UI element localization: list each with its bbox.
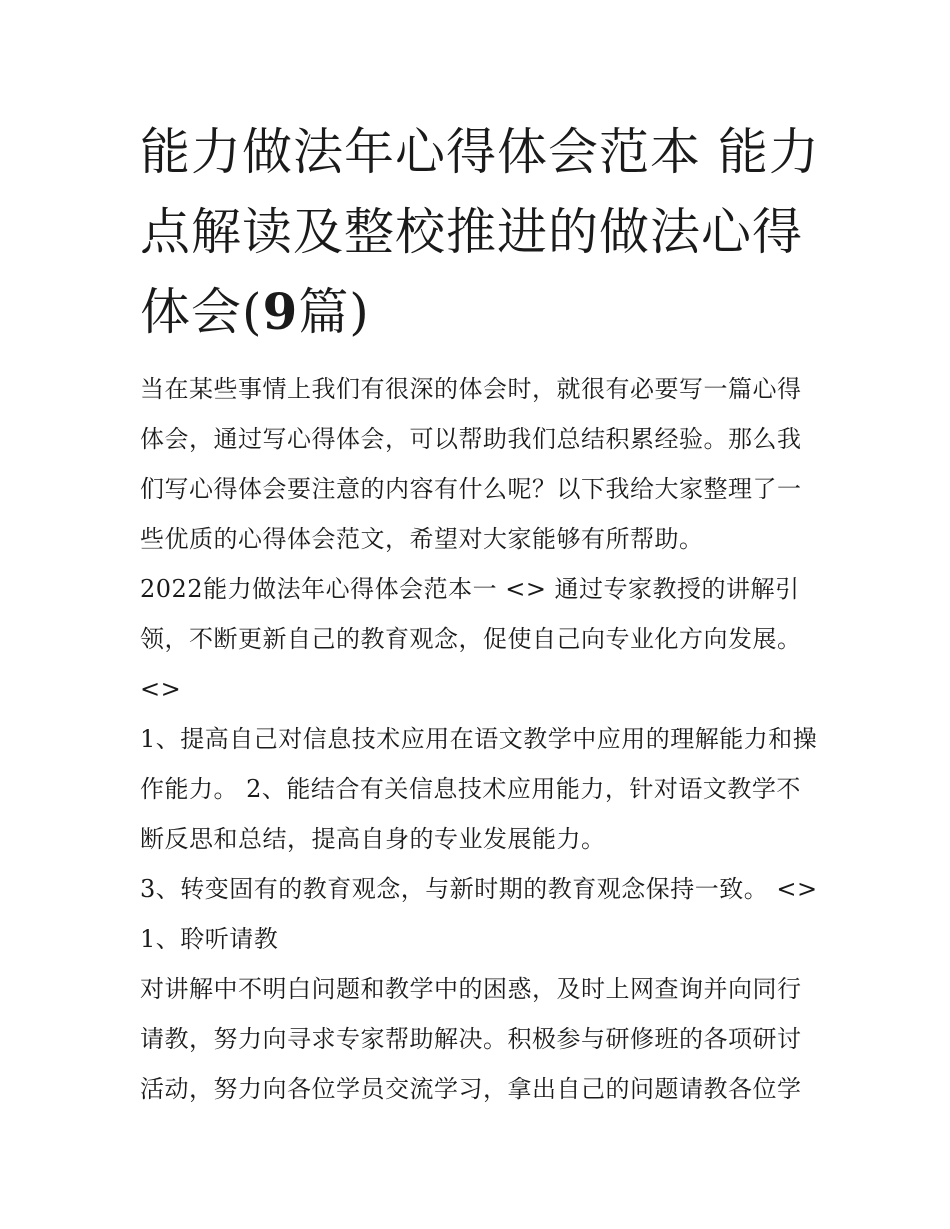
intro-paragraph: 当在某些事情上我们有很深的体会时，就很有必要写一篇心得体会，通过写心得体会，可以帮助我们总结积累经验。那么我们写心得体会要注意的内容有什么呢？以下我给大家整理了一些优质的心得体会范文，希望对大家能够有所帮助。	[140, 375, 802, 553]
title-line-3: 体会(9篇)	[140, 282, 370, 341]
title-line-2: 点解读及整校推进的做法心得	[140, 203, 803, 261]
title-line-1: 能力做法年心得体会范本 能力	[140, 123, 820, 181]
title-count: 9	[262, 282, 299, 341]
subheading-listen: 1、聆听请教	[140, 925, 279, 953]
document-page	[140, 112, 820, 1114]
goals-paragraph: 1、提高自己对信息技术应用在语文教学中应用的理解能力和操作能力。 2、能结合有关信息技术应用能力，针对语文教学不断反思和总结，提高自身的专业发展能力。	[140, 725, 818, 853]
goal-three-paragraph: 3、转变固有的教育观念，与新时期的教育观念保持一致。 <>	[140, 875, 818, 903]
document-title	[140, 112, 820, 352]
consult-paragraph: 对讲解中不明白问题和教学中的困惑，及时上网查询并向同行请教，努力向寻求专家帮助解决。积极参与研修班的各项研讨活动，努力向各位学员交流学习，拿出自己的问题请教各位学	[140, 975, 802, 1103]
section-one-paragraph: 2022能力做法年心得体会范本一 <> 通过专家教授的讲解引领，不断更新自己的教育观念，促使自己向专业化方向发展。 <>	[140, 575, 802, 703]
document-body	[140, 364, 820, 1114]
